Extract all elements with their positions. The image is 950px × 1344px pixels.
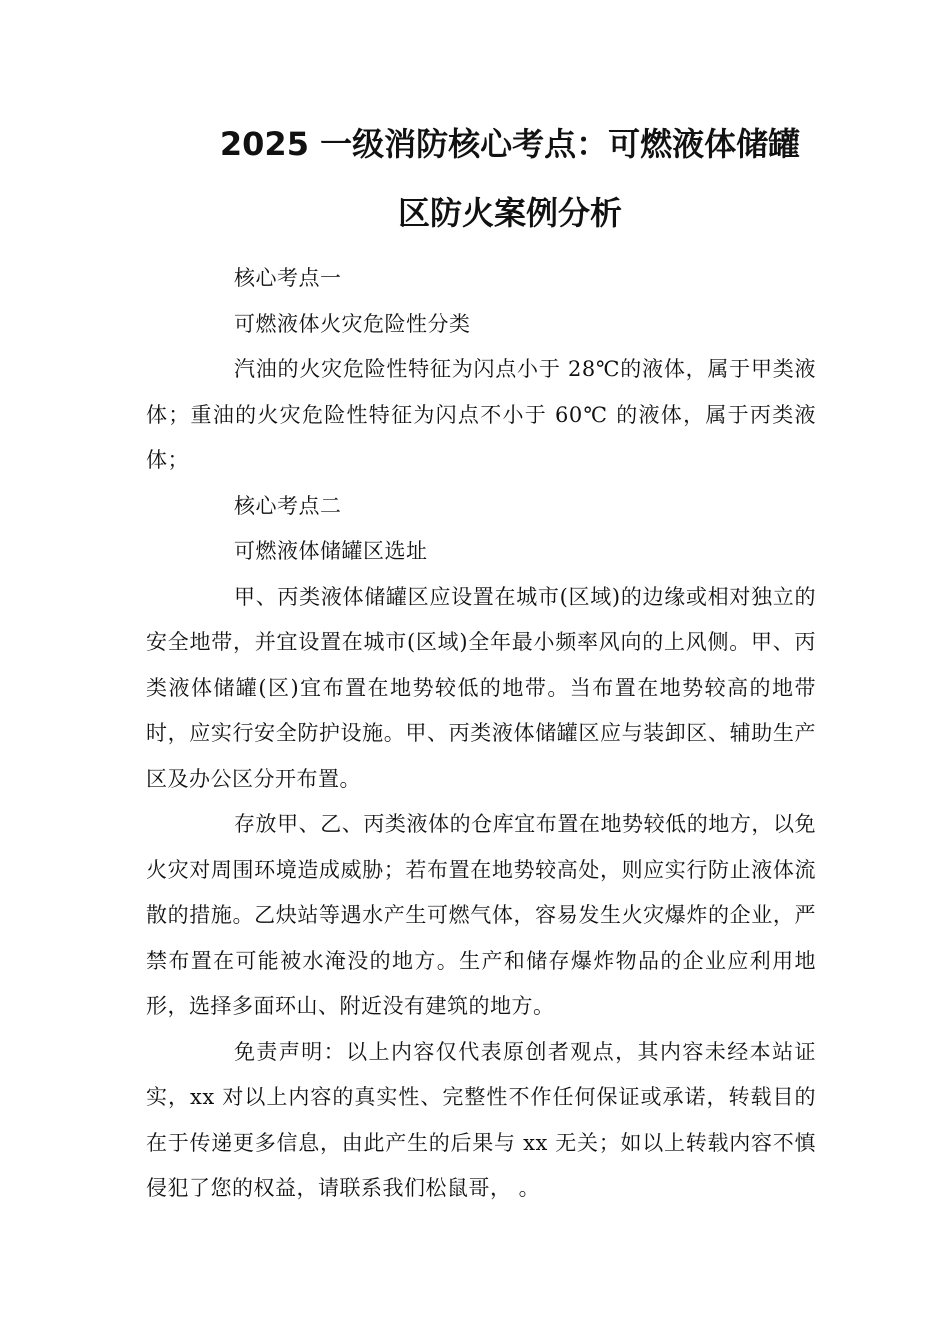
subheading-site-selection: 可燃液体储罐区选址 bbox=[234, 539, 428, 563]
paragraph-classification: 汽油的火灾危险性特征为闪点小于 28℃的液体，属于甲类液体；重油的火灾危险性特征为闪点不小于 60℃ 的液体，属于丙类液体； bbox=[146, 357, 816, 472]
paragraph-site-selection: 甲、丙类液体储罐区应设置在城市(区域)的边缘或相对独立的安全地带，并宜设置在城市(区域)全年最小频率风向的上风侧。甲、丙类液体储罐(区)宜布置在地势较低的地带。当布置在地势较高的地带时，应实行安全防护设施。甲、丙类液体储罐区应与装卸区、辅助生产区及办公区分开布置。 bbox=[146, 584, 816, 791]
document-title-line-2: 区防火案例分析 bbox=[397, 194, 622, 232]
subheading-classification: 可燃液体火灾危险性分类 bbox=[234, 311, 471, 336]
heading-core-point-2: 核心考点二 bbox=[234, 493, 342, 518]
paragraph-warehouse-layout: 存放甲、乙、丙类液体的仓库宜布置在地势较低的地方，以免火灾对周围环境造成威胁；若布置在地势较高处，则应实行防止液体流散的措施。乙炔站等遇水产生可燃气体，容易发生火灾爆炸的企业，严禁布置在可能被水淹没的地方。生产和储存爆炸物品的企业应利用地形，选择多面环山、附近没有建筑的地方。 bbox=[146, 812, 816, 1018]
document-body bbox=[146, 256, 816, 1212]
paragraph-disclaimer: 免责声明：以上内容仅代表原创者观点，其内容未经本站证实，xx 对以上内容的真实性、完整性不作任何保证或承诺，转载目的在于传递更多信息，由此产生的后果与 xx 无关；如以上转载内容不慎侵犯了您的权益，请联系我们松鼠哥， 。 bbox=[146, 1039, 816, 1200]
heading-core-point-1: 核心考点一 bbox=[234, 266, 342, 290]
document-title-line-1: 2025 一级消防核心考点：可燃液体储罐 bbox=[219, 125, 801, 163]
